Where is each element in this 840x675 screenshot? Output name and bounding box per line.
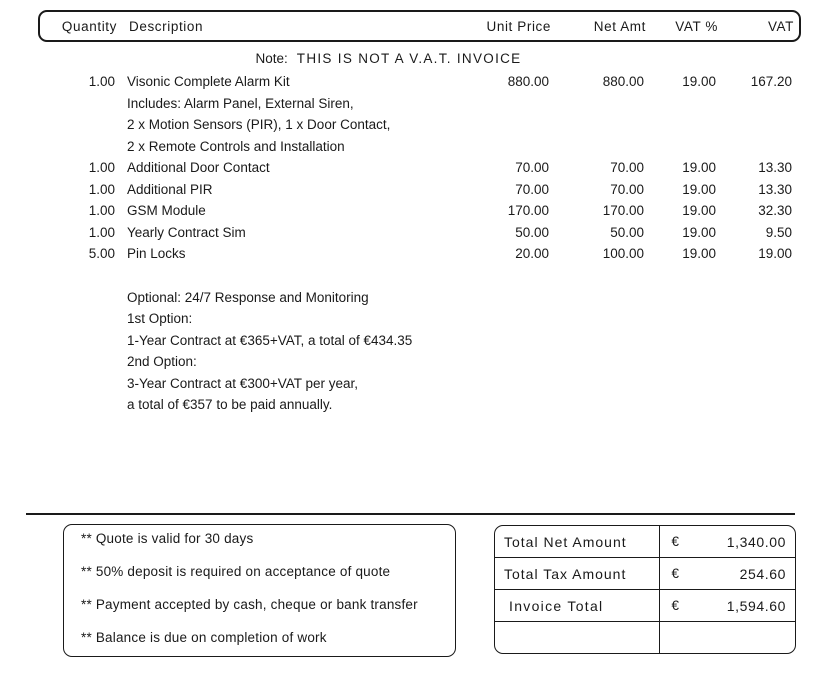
totals-value (660, 566, 796, 582)
cell-vat: 13.30 (758, 160, 792, 176)
cell-unit-price: 50.00 (515, 224, 549, 240)
totals-label: Invoice Total (495, 590, 660, 621)
cell-vat: 32.30 (758, 203, 792, 219)
option-line: 2nd Option: (127, 354, 197, 369)
cell-quantity: 5.00 (88, 246, 115, 262)
cell-vat-pct: 19.00 (682, 224, 716, 240)
term-line: ** Balance is due on completion of work (81, 630, 327, 645)
option-line: 3-Year Contract at €300+VAT per year, (127, 375, 359, 391)
totals-row-empty (495, 621, 795, 653)
cell-net-amt: 170.00 (602, 203, 644, 219)
cell-vat: 9.50 (765, 224, 792, 240)
euro-currency-symbol: € (671, 566, 680, 581)
column-header-unit-price: Unit Price (486, 19, 551, 34)
totals-amount: 1,594.60 (726, 597, 786, 614)
cell-quantity: 1.00 (88, 74, 115, 90)
cell-unit-price: 170.00 (507, 203, 549, 219)
table-row (38, 200, 792, 222)
cell-net-amt: 70.00 (610, 160, 644, 176)
cell-net-amt: 100.00 (602, 246, 644, 262)
cell-vat: 167.20 (750, 74, 792, 90)
cell-vat-pct: 19.00 (682, 74, 716, 90)
cell-description: Additional Door Contact (127, 160, 270, 176)
cell-quantity: 1.00 (88, 160, 115, 176)
table-row (38, 71, 792, 93)
euro-currency-symbol: € (671, 598, 680, 613)
totals-value (660, 598, 796, 614)
totals-amount: 1,340.00 (726, 533, 786, 550)
totals-row-net (495, 526, 795, 557)
option-line: 1st Option: (127, 311, 193, 326)
cell-quantity: 1.00 (88, 181, 115, 197)
totals-amount: 254.60 (739, 565, 786, 582)
table-row (38, 93, 792, 115)
term-line: ** Quote is valid for 30 days (81, 531, 254, 546)
options-block (127, 287, 840, 416)
cell-vat-pct: 19.00 (682, 181, 716, 197)
cell-unit-price: 70.00 (515, 160, 549, 176)
table-row (38, 114, 792, 136)
option-line: Optional: 24/7 Response and Monitoring (127, 289, 369, 305)
note-text: THIS IS NOT A V.A.T. INVOICE (296, 51, 522, 66)
cell-quantity: 1.00 (88, 224, 115, 240)
totals-row-invoice-total (495, 589, 795, 621)
column-header-vat: VAT (767, 19, 794, 34)
cell-quantity: 1.00 (88, 203, 115, 219)
cell-description: Additional PIR (127, 181, 213, 197)
not-vat-invoice-note (7, 52, 770, 66)
euro-currency-symbol: € (671, 534, 680, 549)
totals-row-tax (495, 557, 795, 589)
cell-vat-pct: 19.00 (682, 160, 716, 176)
totals-label (495, 622, 660, 653)
term-line: ** 50% deposit is required on acceptance of quote (81, 564, 391, 579)
table-header (38, 10, 801, 42)
cell-unit-price: 880.00 (507, 74, 549, 90)
cell-description: 2 x Remote Controls and Installation (127, 138, 345, 154)
cell-unit-price: 70.00 (515, 181, 549, 197)
table-row (38, 157, 792, 179)
column-header-quantity: Quantity (61, 19, 117, 34)
option-line: a total of €357 to be paid annually. (127, 397, 333, 412)
cell-description: Pin Locks (127, 246, 186, 262)
table-row (38, 136, 792, 158)
table-row (38, 243, 792, 265)
column-header-vat-pct: VAT % (675, 19, 718, 34)
footer-divider (26, 513, 795, 515)
totals-label: Total Net Amount (495, 526, 660, 557)
terms-box (63, 524, 456, 657)
cell-description: GSM Module (127, 203, 206, 219)
cell-vat-pct: 19.00 (682, 203, 716, 219)
cell-vat: 19.00 (758, 246, 792, 262)
column-header-net-amt: Net Amt (593, 19, 646, 34)
totals-label: Total Tax Amount (495, 558, 660, 589)
cell-vat-pct: 19.00 (682, 246, 716, 262)
totals-value (660, 534, 796, 550)
term-line: ** Payment accepted by cash, cheque or bank transfer (81, 597, 418, 612)
cell-description: 2 x Motion Sensors (PIR), 1 x Door Contact, (127, 117, 391, 133)
column-header-description: Description (129, 19, 204, 34)
table-row (38, 222, 792, 244)
cell-description: Visonic Complete Alarm Kit (127, 74, 290, 90)
cell-unit-price: 20.00 (515, 246, 549, 262)
cell-net-amt: 70.00 (610, 181, 644, 197)
line-items (38, 71, 792, 265)
cell-description: Includes: Alarm Panel, External Siren, (127, 95, 354, 111)
option-line: 1-Year Contract at €365+VAT, a total of €434.35 (127, 332, 413, 348)
cell-net-amt: 880.00 (602, 74, 644, 90)
cell-vat: 13.30 (758, 181, 792, 197)
table-row (38, 179, 792, 201)
totals-table (494, 525, 796, 654)
cell-net-amt: 50.00 (610, 224, 644, 240)
cell-description: Yearly Contract Sim (127, 224, 246, 240)
note-prefix: Note: (255, 51, 288, 66)
